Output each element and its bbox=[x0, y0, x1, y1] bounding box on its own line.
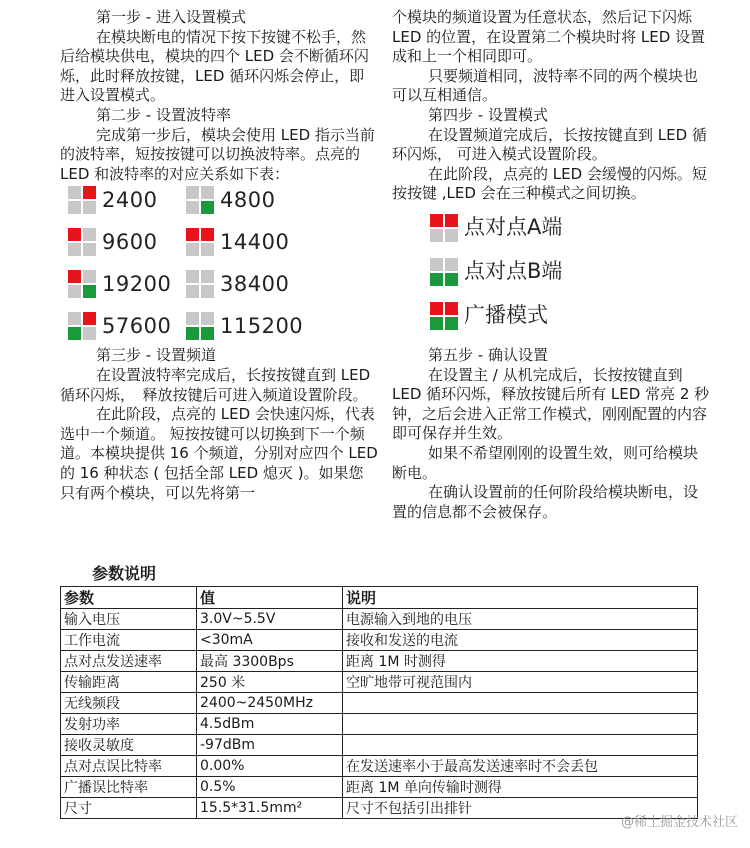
led-indicator-icon bbox=[186, 270, 214, 298]
params-header-row bbox=[61, 587, 698, 609]
param-name: 工作电流 bbox=[61, 630, 197, 651]
led-cell bbox=[83, 312, 96, 325]
baud-rate-item bbox=[186, 186, 306, 214]
led-cell bbox=[68, 243, 81, 256]
led-cell bbox=[445, 273, 458, 286]
header-value: 值 bbox=[197, 587, 343, 609]
step1-text: 在模块断电的情况下按下按键不松手，然后给模块供电，模块的四个 LED 会不断循环闪烁，此时释放按键，LED 循环闪烁会停止，即进入设置模式。 bbox=[60, 27, 369, 105]
param-name: 无线频段 bbox=[61, 693, 197, 714]
param-name: 输入电压 bbox=[61, 609, 197, 630]
led-indicator-icon bbox=[430, 214, 458, 242]
step3-heading: 第三步 - 设置频道 bbox=[96, 346, 216, 365]
led-cell bbox=[445, 214, 458, 227]
led-cell bbox=[186, 327, 199, 340]
led-cell bbox=[186, 270, 199, 283]
baud-rate-label: 4800 bbox=[220, 187, 276, 212]
led-indicator-icon bbox=[186, 312, 214, 340]
led-cell bbox=[68, 270, 81, 283]
led-indicator-icon bbox=[430, 302, 458, 330]
header-desc: 说明 bbox=[343, 587, 698, 609]
step4-text-a: 在设置频道完成后，长按按键直到 LED 循环闪烁， 可进入模式设置阶段。 bbox=[392, 125, 707, 164]
param-value: 0.5% bbox=[197, 777, 343, 798]
param-desc: 距离 1M 时测得 bbox=[343, 651, 698, 672]
watermark: @稀土掘金技术社区 bbox=[620, 815, 738, 830]
led-cell bbox=[201, 228, 214, 241]
led-indicator-icon bbox=[68, 270, 96, 298]
step4-heading: 第四步 - 设置模式 bbox=[428, 105, 548, 124]
led-cell bbox=[186, 312, 199, 325]
param-name: 接收灵敏度 bbox=[61, 735, 197, 756]
param-desc bbox=[343, 693, 698, 714]
step5-text-c: 在确认设置前的任何阶段给模块断电，设置的信息都不会被保存。 bbox=[392, 483, 699, 521]
led-cell bbox=[68, 228, 81, 241]
header-param: 参数 bbox=[61, 587, 197, 609]
led-indicator-icon bbox=[186, 228, 214, 256]
table-row bbox=[61, 630, 698, 651]
led-indicator-icon bbox=[186, 186, 214, 214]
step2-heading: 第二步 - 设置波特率 bbox=[96, 105, 231, 124]
step1-heading: 第一步 - 进入设置模式 bbox=[96, 8, 246, 26]
led-cell bbox=[68, 327, 81, 340]
param-value: 3.0V~5.5V bbox=[197, 609, 343, 630]
param-value: 最高 3300Bps bbox=[197, 651, 343, 672]
param-desc: 空旷地带可视范围内 bbox=[343, 672, 698, 693]
mode-list bbox=[430, 206, 710, 338]
mode-label: 点对点B端 bbox=[464, 259, 563, 284]
led-cell bbox=[445, 317, 458, 330]
led-cell bbox=[445, 229, 458, 242]
led-cell bbox=[201, 243, 214, 256]
param-name: 广播误比特率 bbox=[61, 777, 197, 798]
led-cell bbox=[201, 186, 214, 199]
table-row bbox=[61, 714, 698, 735]
led-cell bbox=[83, 243, 96, 256]
table-row bbox=[61, 735, 698, 756]
led-cell bbox=[186, 186, 199, 199]
baud-rate-label: 14400 bbox=[220, 229, 290, 254]
table-row bbox=[61, 651, 698, 672]
step3-text-b: 在此阶段，点亮的 LED 会快速闪烁，代表选中一个频道。 短按按键可以切换到下一个频道。本模块提供 16 个频道，分别对应四个 LED 的 16 种状态 ( 包括全部 LED 熄灭 )。如果您只有两个模块，可以先将第一 bbox=[60, 405, 378, 502]
led-cell bbox=[430, 229, 443, 242]
param-value: <30mA bbox=[197, 630, 343, 651]
param-desc: 尺寸不包括引出排针 bbox=[343, 798, 698, 819]
table-row bbox=[61, 756, 698, 777]
step2-text: 完成第一步后，模块会使用 LED 指示当前的波特率，短按按键可以切换波特率。点亮的 LED 和波特率的对应关系如下表： bbox=[60, 125, 375, 183]
step5-text-a: 在设置主 / 从机完成后，长按按键直到 LED 循环闪烁，释放按键后所有 LED 常亮 2 秒钟，之后会进入正常工作模式，刚刚配置的内容即可保存并生效。 bbox=[392, 365, 710, 443]
param-value: 4.5dBm bbox=[197, 714, 343, 735]
step3-text-a: 在设置波特率完成后，长按按键直到 LED 循环闪烁， 释放按键后可进入频道设置阶段。 bbox=[60, 365, 371, 404]
param-name: 点对点误比特率 bbox=[61, 756, 197, 777]
right-column bbox=[392, 8, 710, 522]
led-cell bbox=[186, 228, 199, 241]
param-name: 发射功率 bbox=[61, 714, 197, 735]
led-cell bbox=[445, 258, 458, 271]
led-cell bbox=[68, 186, 81, 199]
led-cell bbox=[83, 285, 96, 298]
led-indicator-icon bbox=[68, 312, 96, 340]
param-desc bbox=[343, 735, 698, 756]
step5-heading: 第五步 - 确认设置 bbox=[428, 345, 548, 364]
left-column bbox=[60, 8, 378, 503]
baud-rate-item bbox=[68, 186, 186, 214]
baud-rate-item bbox=[68, 312, 186, 340]
params-table bbox=[60, 586, 698, 819]
led-cell bbox=[83, 186, 96, 199]
param-value: 0.00% bbox=[197, 756, 343, 777]
led-cell bbox=[68, 312, 81, 325]
led-cell bbox=[83, 327, 96, 340]
baud-rate-label: 19200 bbox=[102, 271, 172, 296]
table-row bbox=[61, 798, 698, 819]
step4-text-b: 在此阶段，点亮的 LED 会缓慢的闪烁。短按按键 ,LED 会在三种模式之间切换。 bbox=[392, 164, 707, 203]
led-cell bbox=[430, 317, 443, 330]
led-cell bbox=[68, 201, 81, 214]
param-value: 2400~2450MHz bbox=[197, 693, 343, 714]
step3-text-c: 个模块的频道设置为任意状态，然后记下闪烁 LED 的位置，在设置第二个模块时将 LED 设置成和上一个相同即可。 bbox=[392, 8, 706, 66]
baud-rate-label: 2400 bbox=[102, 187, 158, 212]
led-cell bbox=[186, 243, 199, 256]
baud-rate-label: 57600 bbox=[102, 313, 172, 338]
baud-rate-item bbox=[68, 228, 186, 256]
table-row bbox=[61, 693, 698, 714]
param-desc: 在发送速率小于最高发送速率时不会丢包 bbox=[343, 756, 698, 777]
baud-rate-label: 9600 bbox=[102, 229, 158, 254]
step5-text-b: 如果不希望刚刚的设置生效，则可给模块断电。 bbox=[392, 443, 699, 482]
led-cell bbox=[83, 201, 96, 214]
baud-rate-item bbox=[68, 270, 186, 298]
param-desc bbox=[343, 714, 698, 735]
baud-rate-item bbox=[186, 228, 306, 256]
led-cell bbox=[430, 273, 443, 286]
table-row bbox=[61, 672, 698, 693]
led-cell bbox=[201, 327, 214, 340]
led-indicator-icon bbox=[430, 258, 458, 286]
baud-rate-table bbox=[68, 186, 378, 340]
baud-rate-label: 38400 bbox=[220, 271, 290, 296]
param-value: -97dBm bbox=[197, 735, 343, 756]
param-value: 250 米 bbox=[197, 672, 343, 693]
led-cell bbox=[186, 201, 199, 214]
led-cell bbox=[68, 285, 81, 298]
param-name: 点对点发送速率 bbox=[61, 651, 197, 672]
mode-item bbox=[430, 294, 710, 338]
mode-item bbox=[430, 250, 710, 294]
param-desc: 电源输入到地的电压 bbox=[343, 609, 698, 630]
led-indicator-icon bbox=[68, 186, 96, 214]
param-desc: 距离 1M 单向传输时测得 bbox=[343, 777, 698, 798]
param-desc: 接收和发送的电流 bbox=[343, 630, 698, 651]
mode-label: 点对点A端 bbox=[464, 215, 563, 240]
param-name: 传输距离 bbox=[61, 672, 197, 693]
table-row bbox=[61, 777, 698, 798]
param-value: 15.5*31.5mm² bbox=[197, 798, 343, 819]
mode-item bbox=[430, 206, 710, 250]
led-cell bbox=[201, 270, 214, 283]
param-name: 尺寸 bbox=[61, 798, 197, 819]
led-cell bbox=[445, 302, 458, 315]
baud-rate-item bbox=[186, 312, 306, 340]
step3-text-d: 只要频道相同，波特率不同的两个模块也可以互相通信。 bbox=[392, 66, 699, 105]
led-cell bbox=[201, 285, 214, 298]
led-cell bbox=[201, 201, 214, 214]
led-cell bbox=[430, 214, 443, 227]
table-row bbox=[61, 609, 698, 630]
baud-rate-item bbox=[186, 270, 306, 298]
led-cell bbox=[83, 270, 96, 283]
led-cell bbox=[201, 312, 214, 325]
mode-label: 广播模式 bbox=[464, 303, 548, 328]
led-indicator-icon bbox=[68, 228, 96, 256]
led-cell bbox=[186, 285, 199, 298]
led-cell bbox=[430, 258, 443, 271]
led-cell bbox=[83, 228, 96, 241]
led-cell bbox=[430, 302, 443, 315]
params-title: 参数说明 bbox=[92, 564, 157, 583]
baud-rate-label: 115200 bbox=[220, 313, 304, 338]
